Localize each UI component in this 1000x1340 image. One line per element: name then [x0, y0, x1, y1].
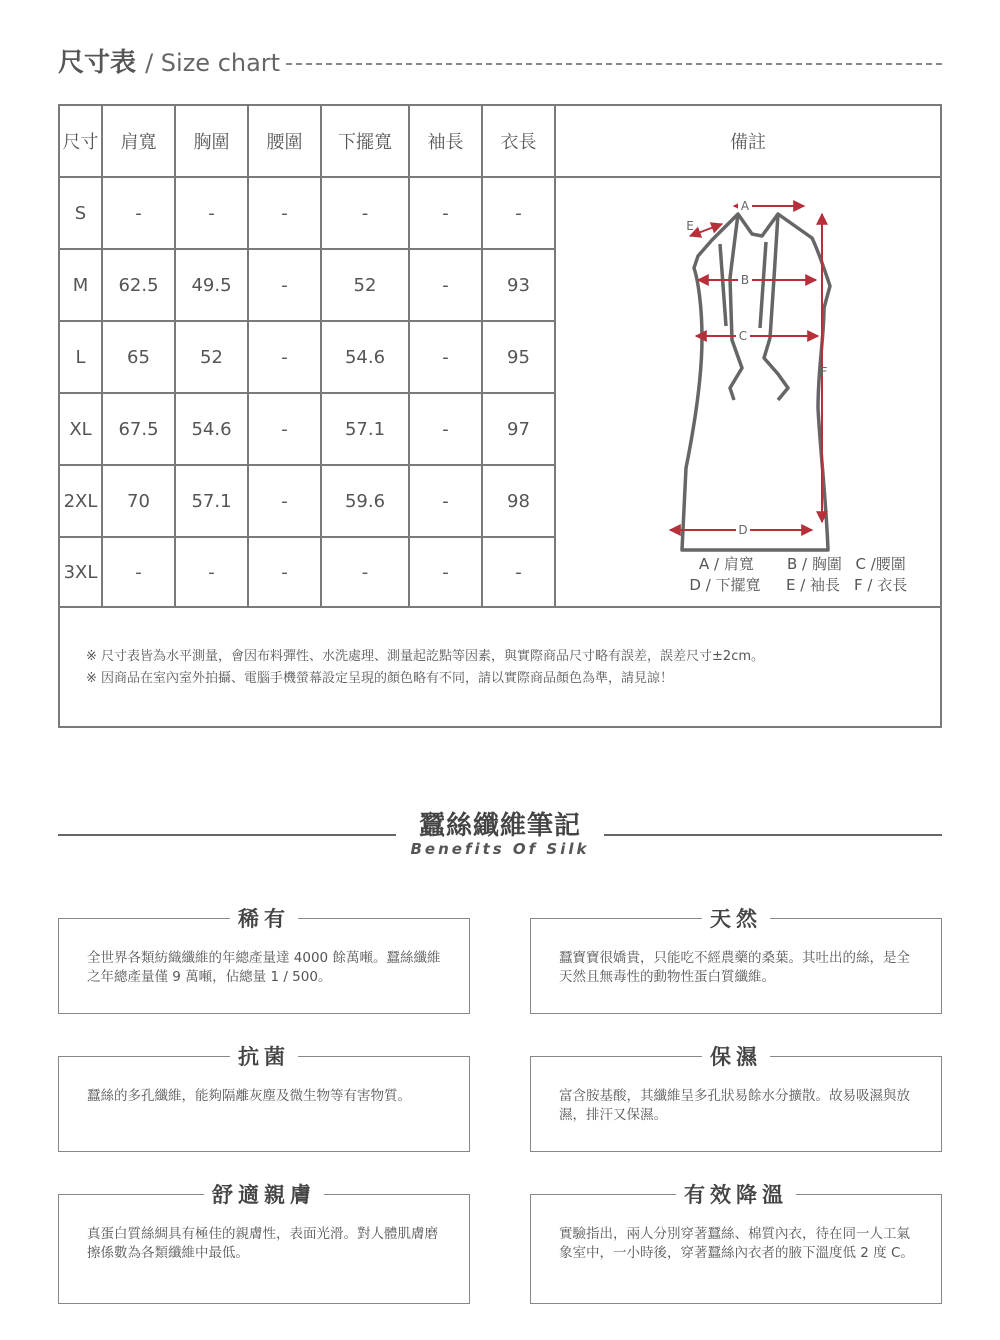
garment-measurement-diagram [556, 178, 940, 606]
header-waist: 腰圍 [248, 105, 321, 177]
table-cell: - [248, 465, 321, 537]
table-row [59, 177, 941, 249]
table-cell: S [59, 177, 102, 249]
section-divider-left [58, 834, 396, 836]
benefit-card-cooling [530, 1183, 942, 1304]
header-sleeve: 袖長 [409, 105, 482, 177]
notes-row [59, 607, 941, 727]
table-cell: 98 [482, 465, 555, 537]
note-line: ※ 尺寸表皆為水平測量，會因布料彈性、水洗處理、測量起訖點等因素，與實際商品尺寸略有誤差，誤差尺寸±2cm。 [86, 649, 765, 664]
table-header-row [59, 105, 941, 177]
card-body: 蠶寶寶很嬌貴，只能吃不經農藥的桑葉。其吐出的絲，是全天然且無毒性的動物性蛋白質纖維。 [559, 950, 910, 985]
benefit-card-antibacterial [58, 1045, 470, 1152]
table-cell: M [59, 249, 102, 321]
header-hem: 下擺寬 [321, 105, 409, 177]
note-line: ※ 因商品在室內室外拍攝、電腦手機螢幕設定呈現的顏色略有不同，請以實際商品顏色為準，請見諒！ [86, 671, 674, 686]
table-cell: 2XL [59, 465, 102, 537]
card-body: 實驗指出，兩人分別穿著蠶絲、棉質內衣，待在同一人工氣象室中，一小時後，穿著蠶絲內衣者的腋下溫度低 2 度 C。 [559, 1226, 914, 1261]
table-cell: 54.6 [321, 321, 409, 393]
header-remarks: 備註 [555, 105, 941, 177]
table-cell: 62.5 [102, 249, 175, 321]
label-f: F [820, 365, 828, 379]
header-shoulder: 肩寬 [102, 105, 175, 177]
table-cell: - [409, 465, 482, 537]
benefit-card-moisturizing [530, 1045, 942, 1152]
table-cell: 70 [102, 465, 175, 537]
table-cell: 65 [102, 321, 175, 393]
card-title: 稀有 [230, 903, 298, 933]
card-body: 全世界各類紡織纖維的年總產量達 4000 餘萬噸。蠶絲纖維之年總產量僅 9 萬噸，佔總量 1 / 500。 [87, 950, 441, 985]
table-cell: - [482, 537, 555, 607]
card-title: 保濕 [702, 1041, 770, 1071]
table-cell: - [102, 177, 175, 249]
table-cell: 57.1 [321, 393, 409, 465]
table-cell: - [409, 537, 482, 607]
table-cell: - [175, 177, 248, 249]
table-cell: - [248, 393, 321, 465]
benefit-card-skin-friendly [58, 1183, 470, 1304]
header-size: 尺寸 [59, 105, 102, 177]
table-cell: - [248, 537, 321, 607]
measurement-legend [678, 554, 907, 596]
legend-a: A / 肩寬 [699, 555, 754, 573]
label-e: E [686, 219, 694, 233]
dress-outline [682, 214, 830, 550]
notes-cell [59, 607, 941, 727]
size-table [58, 104, 942, 728]
table-cell: - [102, 537, 175, 607]
measurement-arrows [670, 206, 822, 530]
table-cell: - [248, 321, 321, 393]
table-cell: - [175, 537, 248, 607]
table-cell: 49.5 [175, 249, 248, 321]
remarks-diagram-cell [555, 177, 941, 607]
legend-d: D / 下擺寬 [689, 576, 761, 594]
benefit-card-natural [530, 907, 942, 1014]
table-cell: 3XL [59, 537, 102, 607]
benefit-card-rare [58, 907, 470, 1014]
legend-e: E / 袖長 [785, 576, 841, 594]
card-title: 抗菌 [230, 1041, 298, 1071]
label-b: B [740, 273, 750, 287]
title-cn: 尺寸表 [58, 48, 137, 78]
legend-f: F / 衣長 [854, 576, 908, 594]
label-d: D [738, 523, 748, 537]
table-cell: - [409, 321, 482, 393]
card-title: 天然 [702, 903, 770, 933]
table-cell: - [409, 249, 482, 321]
title-en: / Size chart [145, 49, 281, 77]
label-a: A [740, 199, 750, 213]
card-body: 蠶絲的多孔纖維，能夠隔離灰塵及微生物等有害物質。 [87, 1088, 411, 1104]
table-cell: - [321, 537, 409, 607]
section-divider-right [604, 834, 942, 836]
size-chart-header [58, 42, 942, 78]
table-cell: - [482, 177, 555, 249]
table-cell: 97 [482, 393, 555, 465]
header-length: 衣長 [482, 105, 555, 177]
table-cell: - [248, 177, 321, 249]
table-cell: L [59, 321, 102, 393]
table-cell: - [409, 177, 482, 249]
table-cell: XL [59, 393, 102, 465]
table-cell: 67.5 [102, 393, 175, 465]
header-dashed-divider [286, 63, 942, 65]
header-chest: 胸圍 [175, 105, 248, 177]
card-title: 有效降溫 [676, 1179, 796, 1209]
table-cell: - [409, 393, 482, 465]
size-notes [60, 608, 940, 690]
table-cell: 95 [482, 321, 555, 393]
label-c: C [738, 329, 748, 343]
table-cell: 93 [482, 249, 555, 321]
card-body: 富含胺基酸，其纖維呈多孔狀易餘水分擴散。故易吸濕與放濕，排汗又保濕。 [559, 1088, 910, 1123]
table-cell: 54.6 [175, 393, 248, 465]
size-chart-title [58, 42, 280, 79]
benefits-title: 蠶絲纖維筆記 [418, 811, 581, 841]
table-cell: 57.1 [175, 465, 248, 537]
table-cell: 59.6 [321, 465, 409, 537]
table-cell: 52 [175, 321, 248, 393]
table-cell: - [321, 177, 409, 249]
table-cell: - [248, 249, 321, 321]
table-cell: 52 [321, 249, 409, 321]
legend-b: B / 胸圍 [787, 555, 842, 573]
benefits-subtitle: Benefits Of Silk [410, 840, 590, 858]
card-title: 舒適親膚 [204, 1179, 324, 1209]
card-body: 真蛋白質絲綢具有極佳的親膚性，表面光滑。對人體肌膚磨擦係數為各類纖維中最低。 [87, 1226, 438, 1261]
legend-c: C /腰圍 [855, 555, 906, 573]
